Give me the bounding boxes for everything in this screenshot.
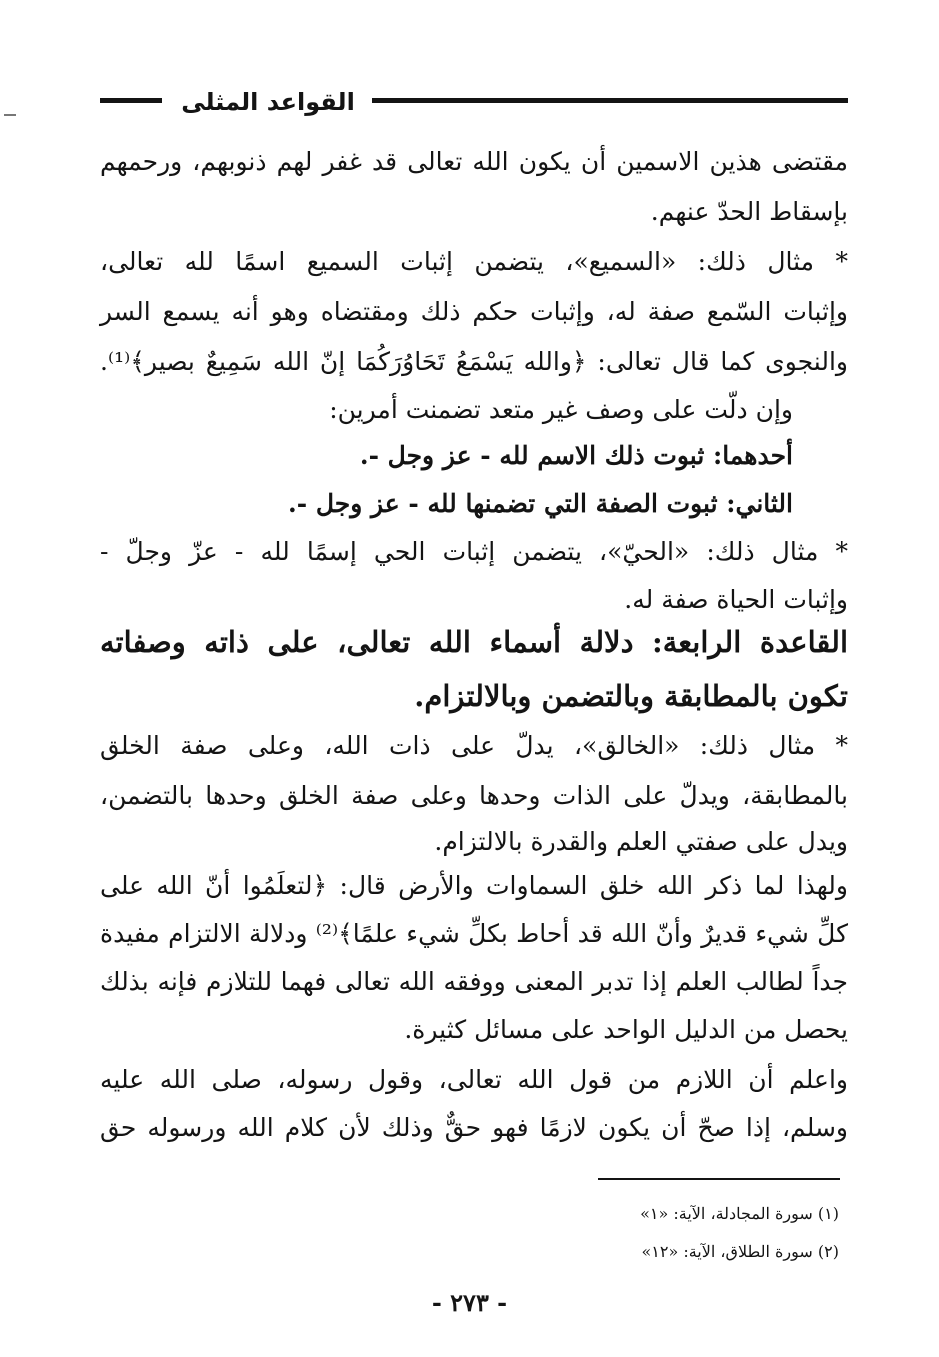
text-line: * مثال ذلك: «الخالق»، يدلّ على ذات الله، وعلى صفة الخلق bbox=[100, 731, 848, 760]
text-line: بإسقاط الحدّ عنهم. bbox=[650, 197, 848, 226]
footnote: (١) سورة المجادلة، الآية: «١» bbox=[640, 1204, 839, 1223]
header-rule-left bbox=[100, 98, 162, 103]
text-line: * مثال ذلك: «السميع»، يتضمن إثبات السميع اسمًا لله تعالى، bbox=[100, 247, 848, 276]
running-header bbox=[100, 82, 848, 122]
rule-heading: القاعدة الرابعة: دلالة أسماء الله تعالى، على ذاته وصفاته bbox=[100, 625, 848, 659]
text-line: وسلم، إذا صحّ أن يكون لازمًا فهو حقٌّ وذلك لأن كلام الله ورسوله حق bbox=[100, 1113, 848, 1142]
text-line: يحصل من الدليل الواحد على مسائل كثيرة. bbox=[404, 1015, 848, 1044]
text-line: مقتضى هذين الاسمين أن يكون الله تعالى قد غفر لهم ذنوبهم، ورحمهم bbox=[100, 147, 848, 176]
text-line: ويدل على صفتي العلم والقدرة بالالتزام. bbox=[434, 827, 848, 856]
rule-heading: تكون بالمطابقة وبالتضمن وبالالتزام. bbox=[414, 679, 848, 713]
text-line: واعلم أن اللازم من قول الله تعالى، وقول رسوله، صلى الله عليه bbox=[100, 1065, 848, 1094]
text-line: كلِّ شيء قديرٌ وأنّ الله قد أحاط بكلِّ شيء علمًا﴾⁽²⁾ ودلالة الالتزام مفيدة bbox=[100, 919, 848, 948]
text-line: جداً لطالب العلم إذا تدبر المعنى ووفقه الله تعالى فهما للتلازم فإنه بذلك bbox=[100, 967, 848, 996]
header-title: القواعد المثلى bbox=[181, 88, 355, 116]
header-rule-right bbox=[372, 98, 848, 103]
text-line: أحدهما: ثبوت ذلك الاسم لله - عز وجل -. bbox=[359, 441, 793, 470]
footnote-separator bbox=[598, 1178, 840, 1180]
text-line: بالمطابقة، ويدلّ على الذات وحدها وعلى صفة الخلق وحدها بالتضمن، bbox=[100, 781, 848, 810]
scan-mark bbox=[4, 114, 16, 116]
page-number: - ٢٧٣ - bbox=[431, 1288, 508, 1317]
text-line: والنجوى كما قال تعالى: ﴿والله يَسْمَعُ تَحَاوُرَكُمَا إنّ الله سَمِيعٌ بصير﴾⁽¹⁾. bbox=[100, 347, 848, 376]
text-line: وإن دلّت على وصف غير متعد تضمنت أمرين: bbox=[329, 395, 793, 424]
text-line: ولهذا لما ذكر الله خلق السماوات والأرض قال: ﴿لتعلَمُوا أنّ الله على bbox=[100, 871, 848, 900]
text-line: وإثبات السّمع صفة له، وإثبات حكم ذلك ومقتضاه وهو أنه يسمع السر bbox=[100, 297, 848, 326]
text-line: الثاني: ثبوت الصفة التي تضمنها لله - عز وجل -. bbox=[288, 489, 793, 518]
text-line: وإثبات الحياة صفة له. bbox=[624, 585, 848, 614]
footnote: (٢) سورة الطلاق، الآية: «١٢» bbox=[641, 1242, 839, 1261]
text-line: * مثال ذلك: «الحيّ»، يتضمن إثبات الحي إسمًا لله - عزّ وجلّ - bbox=[100, 537, 848, 566]
